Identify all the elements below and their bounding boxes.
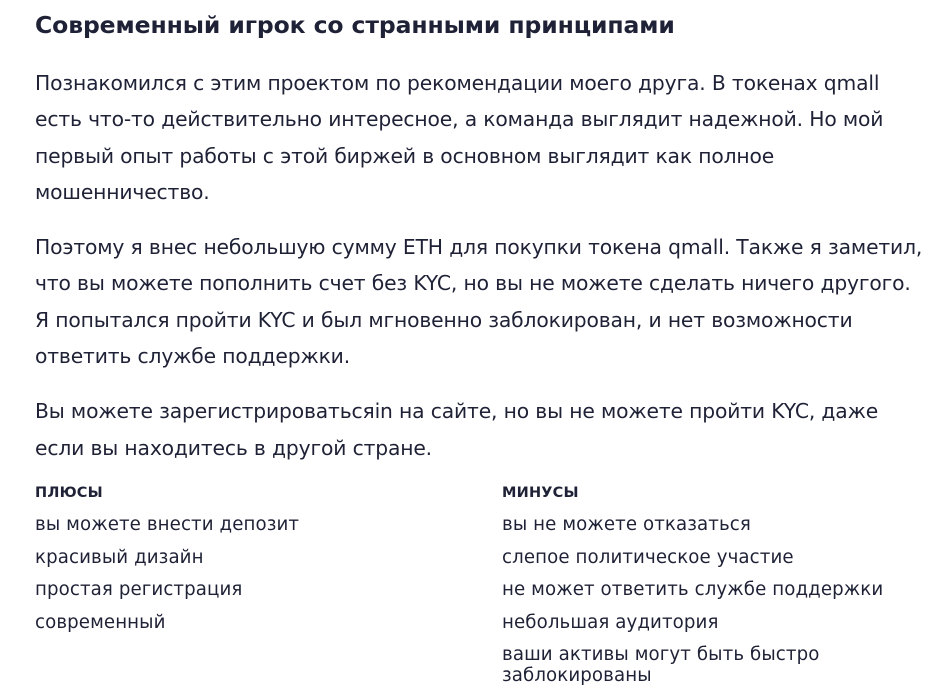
cons-item: вы не можете отказаться bbox=[502, 514, 751, 535]
cons-column bbox=[502, 480, 925, 698]
cons-item: не может ответить службе поддержки bbox=[502, 579, 884, 601]
cons-item: ваши активы могут быть быстро заблокированы bbox=[502, 644, 820, 687]
pros-list bbox=[35, 514, 475, 633]
review-body bbox=[35, 65, 924, 466]
review-title: Современный игрок со странными принципами bbox=[35, 11, 675, 39]
pros-column bbox=[35, 480, 475, 644]
cons-list bbox=[502, 514, 925, 686]
cons-item: небольшая аудитория bbox=[502, 611, 719, 633]
review-paragraph: Поэтому я внес небольшую сумму ETH для покупки токена qmall. Также я заметил, что вы можете пополнить счет без KYC, но вы не можете сделать ничего другого. Я попытался пройти KYC и был мгновенно заблокирован, и нет возможности ответить службе поддержки. bbox=[35, 235, 923, 369]
pros-heading: ПЛЮСЫ bbox=[35, 485, 103, 501]
cons-item: слепое политическое участие bbox=[502, 546, 794, 568]
pros-item: красивый дизайн bbox=[35, 546, 204, 568]
review-paragraph: Познакомился с этим проектом по рекомендации моего друга. В токенах qmall есть что-то действительно интересное, а команда выглядит надежной. Но мой первый опыт работы с этой биржей в основном выглядит как полное мошенничество. bbox=[35, 71, 884, 204]
pros-item: простая регистрация bbox=[35, 579, 243, 601]
pros-item: современный bbox=[35, 611, 166, 633]
pros-item: вы можете внести депозит bbox=[35, 514, 300, 535]
cons-heading: МИНУСЫ bbox=[502, 485, 579, 501]
pros-cons-section bbox=[35, 480, 925, 697]
review-paragraph: Вы можете зарегистрироватьсяin на сайте, но вы не можете пройти KYC, даже если вы находитесь в другой стране. bbox=[35, 399, 879, 460]
